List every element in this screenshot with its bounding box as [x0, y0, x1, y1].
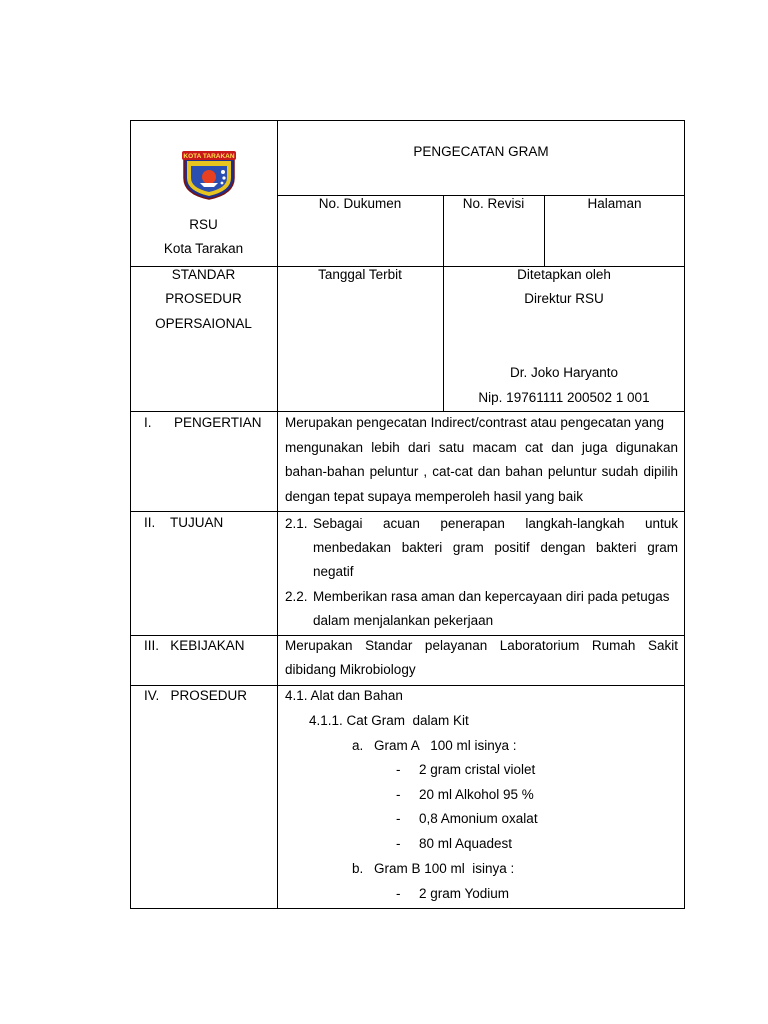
- pengertian-line: dengan tepat supaya memperoleh hasil yang baik: [285, 489, 583, 504]
- doc-number-label: No. Dukumen: [318, 196, 402, 211]
- tujuan-item-line: Sebagai acuan penerapan langkah-langkah untuk: [313, 516, 678, 531]
- sop-label-1: STANDAR: [171, 267, 236, 282]
- kota-tarakan-logo: [178, 150, 240, 200]
- section-label-pengertian: I. PENGERTIAN: [144, 415, 262, 430]
- approved-by: Ditetapkan oleh: [517, 267, 611, 282]
- dash-marker: -: [396, 762, 401, 777]
- gram-b-heading: Gram B 100 ml isinya :: [374, 861, 515, 876]
- signer-name: Dr. Joko Haryanto: [509, 365, 619, 380]
- org-city: Kota Tarakan: [163, 241, 244, 256]
- signer-nip: Nip. 19761111 200502 1 001: [478, 390, 650, 405]
- grid-line: [277, 120, 278, 909]
- prosedur-subheading: 4.1.1. Cat Gram dalam Kit: [309, 713, 469, 728]
- tujuan-item-number: 2.1.: [285, 516, 308, 531]
- dash-marker: -: [396, 787, 401, 802]
- kebijakan-line: Merupakan Standar pelayanan Laboratorium Rumah Sakit: [285, 638, 678, 653]
- tujuan-item-line: menbedakan bakteri gram positif dengan bakteri gram: [313, 540, 678, 555]
- list-marker: b.: [352, 861, 364, 876]
- pengertian-line: bahan-bahan peluntur , cat-cat dan bahan peluntur sudah dipilih: [285, 464, 678, 479]
- org-name: RSU: [189, 217, 218, 232]
- dash-marker: -: [396, 886, 401, 901]
- gram-a-item: 0,8 Amonium oxalat: [419, 811, 538, 826]
- gram-b-item: 2 gram Yodium: [419, 886, 510, 901]
- pengertian-line: mengunakan lebih dari satu macam cat dan juga digunakan: [285, 440, 678, 455]
- gram-a-item: 80 ml Aquadest: [419, 836, 513, 851]
- sop-label-3: OPERSAIONAL: [155, 316, 252, 331]
- kebijakan-line: dibidang Mikrobiology: [285, 662, 416, 677]
- sop-label-2: PROSEDUR: [165, 291, 242, 306]
- section-label-kebijakan: III. KEBIJAKAN: [144, 638, 245, 653]
- tujuan-item-number: 2.2.: [285, 589, 308, 604]
- list-marker: a.: [352, 738, 364, 753]
- tujuan-item-line: dalam menjalankan pekerjaan: [313, 613, 494, 628]
- tujuan-item-line: negatif: [313, 564, 354, 579]
- section-label-tujuan: II. TUJUAN: [144, 515, 224, 530]
- dash-marker: -: [396, 836, 401, 851]
- issue-date-label: Tanggal Terbit: [318, 267, 402, 282]
- revision-label: No. Revisi: [462, 196, 525, 211]
- gram-a-item: 2 gram cristal violet: [419, 762, 536, 777]
- grid-line: [130, 685, 685, 686]
- approver-title: Direktur RSU: [524, 291, 604, 306]
- gram-a-item: 20 ml Alkohol 95 %: [419, 787, 534, 802]
- prosedur-heading: 4.1. Alat dan Bahan: [285, 688, 403, 703]
- tujuan-item-line: Memberikan rasa aman dan kepercayaan diri pada petugas: [313, 589, 670, 604]
- pengertian-line: Merupakan pengecatan Indirect/contrast atau pengecatan yang: [285, 415, 665, 430]
- svg-text:KOTA TARAKAN: KOTA TARAKAN: [183, 153, 235, 160]
- section-label-prosedur: IV. PROSEDUR: [144, 688, 248, 703]
- page-label: Halaman: [587, 196, 642, 211]
- gram-a-heading: Gram A 100 ml isinya :: [374, 738, 517, 753]
- dash-marker: -: [396, 811, 401, 826]
- page-title: PENGECATAN GRAM: [413, 144, 549, 159]
